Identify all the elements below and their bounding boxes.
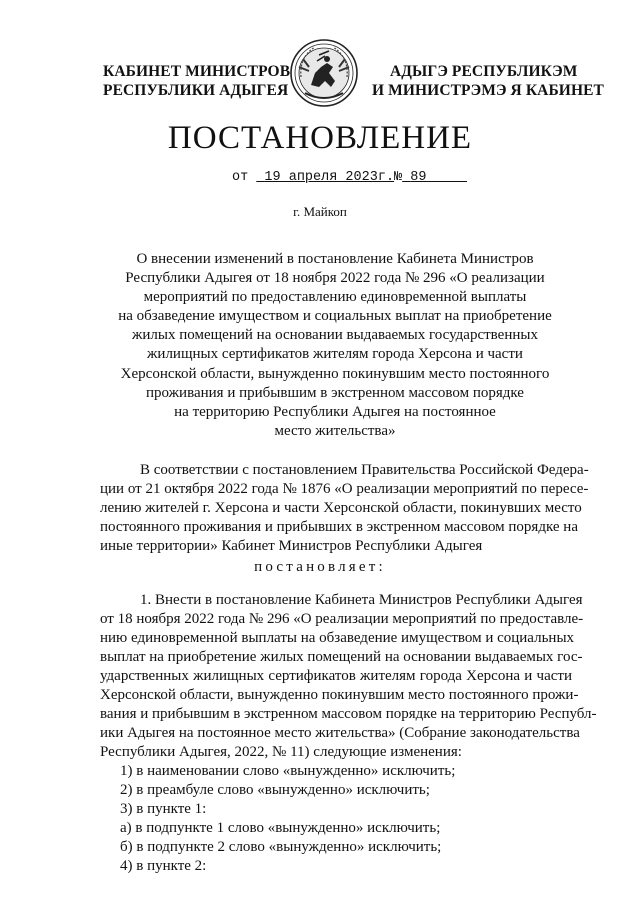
document-subject — [100, 250, 570, 441]
subject-line: О внесении изменений в постановление Кабинета Министров — [136, 251, 534, 267]
subject-line: на обзаведение имуществом и социальных выплат на приобретение — [118, 308, 552, 325]
header-left-line: КАБИНЕТ МИНИСТРОВ — [103, 63, 291, 80]
subject-line: место жительства» — [274, 422, 396, 439]
subject-line: на территорию Республики Адыгея на постоянное — [174, 403, 496, 420]
paragraph-1 — [100, 591, 597, 876]
subject-line: жилищных сертификатов жителям города Херсона и части — [147, 346, 523, 363]
number-label: № — [394, 170, 403, 185]
document-number: 89 — [410, 170, 427, 185]
paragraph-line: ики Адыгея на постоянное место жительства» (Собрание законодательства — [100, 725, 580, 741]
amendment-item: 2) в преамбуле слово «вынужденно» исключить; — [120, 782, 430, 798]
amendment-item: б) в подпункте 2 слово «вынужденно» исключить; — [120, 839, 442, 855]
paragraph-line: Херсонской области, вынужденно покинувшим место постоянного прожи- — [100, 687, 579, 703]
header-right — [372, 62, 604, 100]
amendment-item: 4) в пункте 2: — [120, 858, 207, 874]
amendment-item: 1) в наименовании слово «вынужденно» исключить; — [120, 763, 456, 779]
subject-line: проживания и прибывшим в экстренном массовом порядке — [146, 384, 524, 401]
coat-of-arms-emblem-icon — [289, 37, 359, 109]
date-number-line — [232, 170, 467, 185]
header-left — [103, 62, 290, 100]
paragraph-line: иные территории» Кабинет Министров Республики Адыгея — [100, 538, 483, 554]
amendment-item: а) в подпункте 1 слово «вынужденно» исключить; — [120, 820, 441, 836]
subject-line: жилых помещений на основании выдаваемых государственных — [132, 327, 538, 344]
paragraph-line: 1. Внести в постановление Кабинета Министров Республики Адыгея — [140, 592, 583, 608]
paragraph-line: постоянного проживания и прибывших в экстренном массовом порядке на — [100, 519, 578, 535]
document-date: 19 апреля 2023г. — [264, 170, 395, 185]
subject-line: Херсонской области, вынужденно покинувшим место постоянного — [120, 365, 550, 382]
paragraph-line: Республики Адыгея, 2022, № 11) следующие изменения: — [100, 744, 462, 760]
preamble-paragraph — [100, 461, 589, 556]
subject-line: мероприятий по предоставлению единовременной выплаты — [143, 289, 527, 306]
paragraph-line: вания и прибывшим в экстренном массовом порядке на территорию Республ- — [100, 706, 597, 722]
paragraph-line: ции от 21 октября 2022 года № 1876 «О реализации мероприятий по пересе- — [100, 481, 589, 497]
paragraph-line: нию единовременной выплаты на обзаведение имуществом и социальных — [100, 630, 575, 646]
paragraph-line: выплат на приобретение жилых помещений на основании выдаваемых гос- — [100, 649, 583, 665]
header-left-line: РЕСПУБЛИКИ АДЫГЕЯ — [103, 82, 289, 99]
paragraph-line: ударственных жилищных сертификатов жителям города Херсона и части — [100, 668, 572, 684]
paragraph-line: от 18 ноября 2022 года № 296 «О реализации мероприятий по предоставле- — [100, 611, 584, 627]
document-title: ПОСТАНОВЛЕНИЕ — [167, 120, 473, 156]
subject-line: Республики Адыгея от 18 ноября 2022 года № 296 «О реализации — [125, 270, 545, 287]
paragraph-line: лению жителей г. Херсона и части Херсонской области, покинувших место — [100, 500, 582, 516]
amendment-item: 3) в пункте 1: — [120, 801, 207, 817]
header-right-line: АДЫГЭ РЕСПУБЛИКЭМ — [390, 63, 578, 80]
header-right-line: И МИНИСТРЭМЭ Я КАБИНЕТ — [372, 82, 604, 99]
date-prefix: от — [232, 170, 249, 185]
paragraph-line: В соответствии с постановлением Правительства Российской Федера- — [140, 462, 589, 478]
decree-word: постановляет: — [254, 559, 386, 575]
city-name: г. Майкоп — [293, 204, 347, 219]
